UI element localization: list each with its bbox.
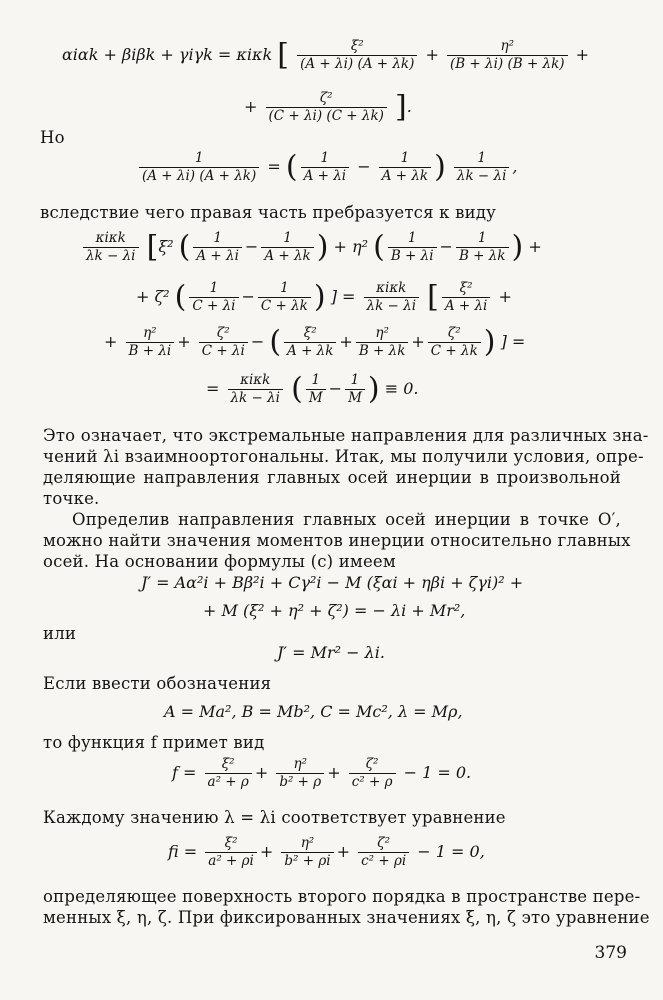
formula-1-line-1: αiαk + βiβk + γiγk = κiκk [ $\frac{\text{ξ²}}{(A + \lambda i) (A + \lambda k)}$ + $\frac{\text{η²}}{(B + \lambda i) (B + \lambda k)}$ + (62, 37, 590, 73)
paragraph-1-line-1: Это означает, что экстремальные направления для различных зна- (43, 426, 649, 445)
text-ili: или (43, 624, 77, 643)
text-following: вследствие чего правая часть пребразуется к виду (40, 203, 497, 222)
page-number: 379 (594, 943, 627, 963)
close-bracket: ] (395, 89, 407, 125)
formula-4-line-1: J′ = Aα²i + Bβ²i + Cγ²i − M (ξαi + ηβi + ζγi)² + (141, 573, 524, 592)
fraction: $\frac{\text{ζ²}}{(C + \lambda i) (C + \lambda k)}$ (266, 90, 387, 125)
text-each: Каждому значению λ = λi соответствует уравнение (43, 808, 506, 827)
formula-7: f = $\frac{\text{ξ²}}{\text{a² + ρ}}$ + $\frac{\text{η²}}{\text{b² + ρ}}$ + $\frac{\text{ζ²}}{\text{c² + ρ}}$ − 1 = 0. (172, 756, 472, 790)
text-func: то функция f примет вид (43, 733, 265, 752)
formula-3-line-2: + ζ² ( $\frac{1}{C + \lambda i}$ − $\frac{1}{C + \lambda k}$ ) ] = $\frac{\text{κiκk}}{\lambda k - \lambda i}$ [ $\frac{\text{ξ²}}{A + \lambda i}$ + (136, 279, 512, 315)
formula-6: A = Ma², B = Mb², C = Mc², λ = Mρ, (164, 702, 463, 721)
fraction: $\frac{\text{ξ²}}{(A + \lambda i) (A + \lambda k)}$ (297, 38, 417, 73)
paragraph-2-line-2: можно найти значения моментов инерции относительно главных (43, 531, 631, 550)
formula-4-line-2: + M (ξ² + η² + ζ²) = − λi + Mr², (203, 601, 466, 620)
formula-8: fi = $\frac{\text{ξ²}}{\text{a² + ρi}}$ + $\frac{\text{η²}}{\text{b² + ρi}}$ + $\frac{\text{ζ²}}{\text{c² + ρi}}$ − 1 = 0, (168, 835, 485, 869)
formula-2: $\frac{1}{(A + \lambda i) (A + \lambda k)}$ = ( $\frac{1}{A + \lambda i}$ − $\frac{1}{A + \lambda k}$ ) $\frac{1}{\lambda k - \lambda i}$ , (136, 150, 518, 185)
last-paragraph-line-1: определяющее поверхность второго порядка в пространстве пере- (43, 887, 641, 906)
open-bracket: [ (277, 37, 290, 73)
formula-5: J′ = Mr² − λi. (277, 643, 385, 662)
last-paragraph-line-2: менных ξ, η, ζ. При фиксированных значениях ξ, η, ζ это уравнение (43, 908, 650, 927)
paragraph-1-line-2: чений λi взаимноортогональны. Итак, мы получили условия, опре- (43, 447, 644, 466)
text-no: Но (40, 128, 65, 147)
formula-1-line-2: + $\frac{\text{ζ²}}{(C + \lambda i) (C + \lambda k)}$ ]. (244, 89, 412, 125)
paragraph-2-line-1: Определив направления главных осей инерции в точке O′, (72, 510, 621, 529)
formula-3-line-4: = $\frac{\text{κiκk}}{\lambda k - \lambda i}$ ( $\frac{1}{M}$ − $\frac{1}{M}$ ) ≡ 0. (206, 371, 419, 407)
formula-3-line-1: $\frac{\text{κiκk}}{\lambda k - \lambda i}$ [ξ² ( $\frac{1}{A + \lambda i}$ − $\frac{1}{A + \lambda k}$ ) + η² ( $\frac{1}{B + \lambda i}$ − $\frac{1}{B + \lambda k}$ ) + (80, 230, 542, 265)
paragraph-1-line-4: точке. (43, 489, 100, 508)
paragraph-1-line-3: деляющие направления главных осей инерции в произвольной (43, 468, 621, 487)
text-esli: Если ввести обозначения (43, 674, 272, 693)
formula-3-line-3: + $\frac{\text{η²}}{B + \lambda i}$ + $\frac{\text{ζ²}}{C + \lambda i}$ − ( $\frac{\text{ξ²}}{A + \lambda k}$ + $\frac{\text{η²}}{B + \lambda k}$ + $\frac{\text{ζ²}}{C + \lambda k}$ ) ] = (104, 324, 526, 360)
paragraph-2-line-3: осей. На основании формулы (с) имеем (43, 552, 396, 571)
fraction: $\frac{\text{η²}}{(B + \lambda i) (B + \lambda k)}$ (447, 38, 568, 73)
